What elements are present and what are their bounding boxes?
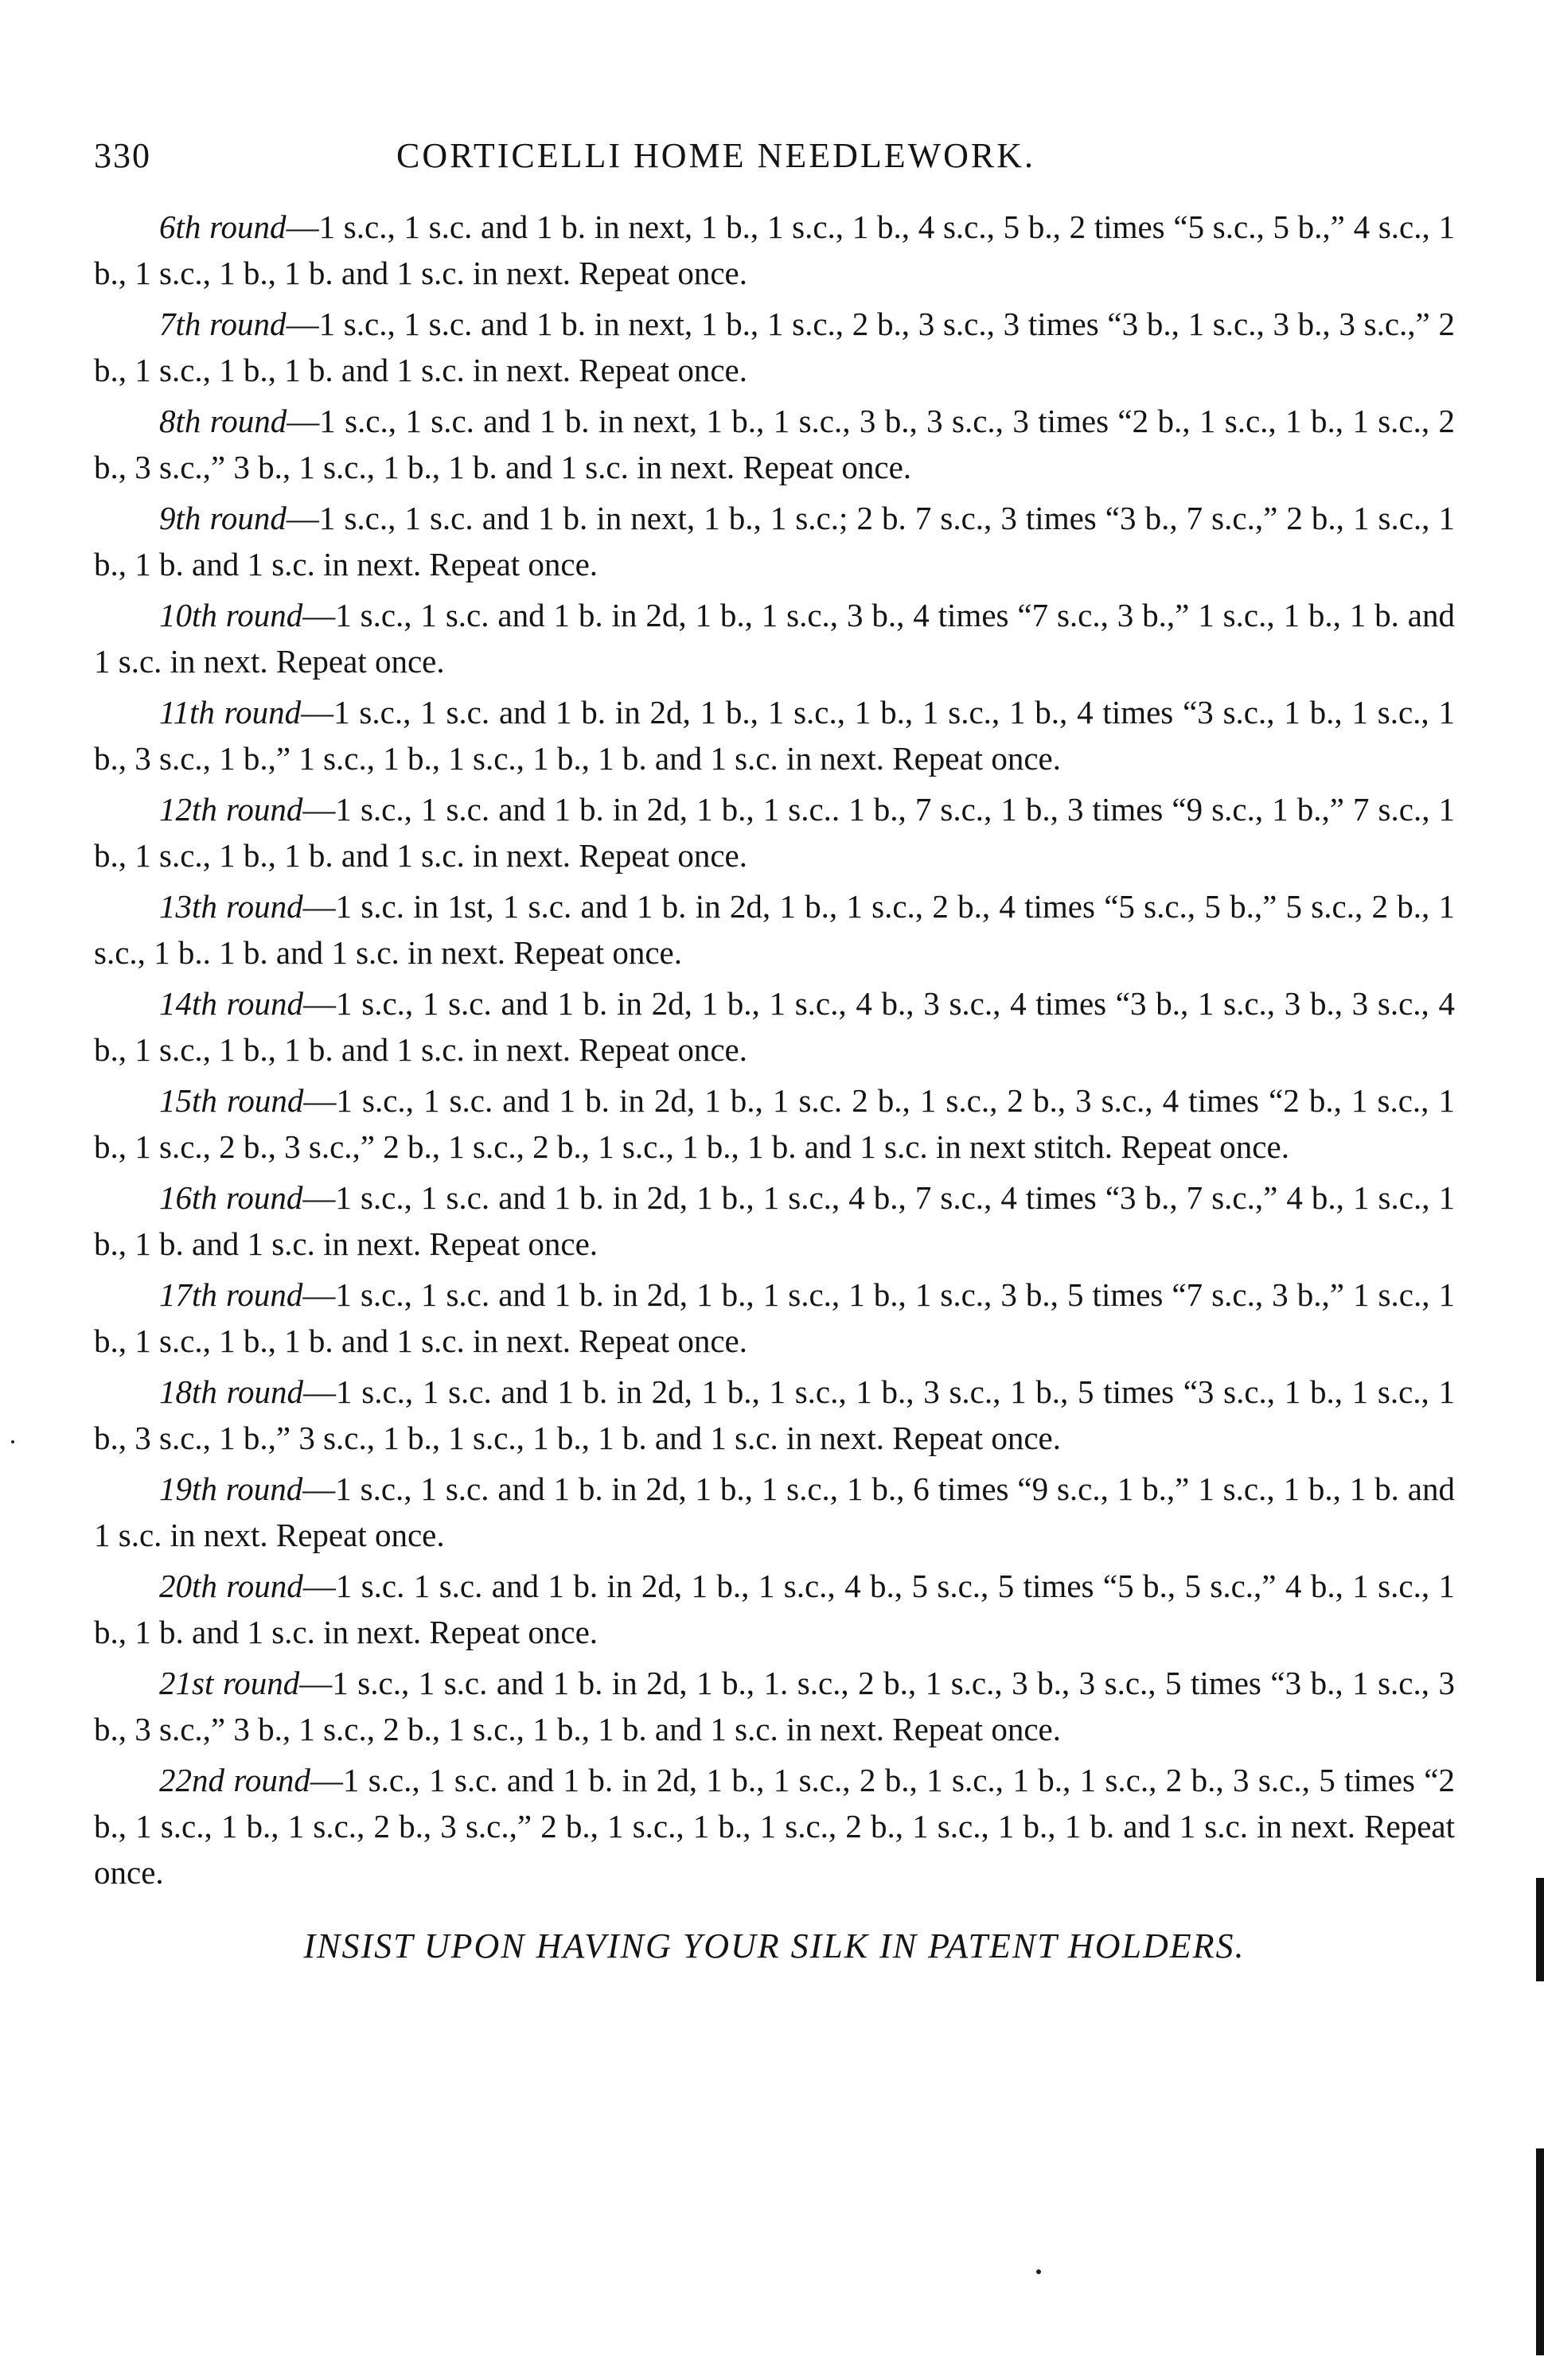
round-label: 12th round [159, 791, 303, 828]
round-label: 13th round [159, 888, 303, 925]
round-paragraph [94, 1466, 1455, 1558]
round-paragraph [94, 1272, 1455, 1364]
round-instructions: —1 s.c., 1 s.c. and 1 b. in 2d, 1 b., 1 s.c., 4 b., 7 s.c., 4 times “3 b., 7 s.c.,” 4 b., 1 s.c., 1 b., 1 b. and 1 s.c. in next. Repeat once. [94, 1179, 1455, 1262]
ink-speck [11, 1440, 14, 1443]
round-paragraph [94, 301, 1455, 393]
round-paragraph [94, 1757, 1455, 1895]
round-instructions: —1 s.c., 1 s.c. and 1 b. in 2d, 1 b., 1 s.c., 1 b., 1 s.c., 3 b., 5 times “7 s.c., 3 b.,” 1 s.c., 1 b., 1 s.c., 1 b., 1 b. and 1 s.c. in next. Repeat once. [94, 1276, 1455, 1359]
round-instructions: —1 s.c., 1 s.c. and 1 b. in 2d, 1 b., 1 s.c. 2 b., 1 s.c., 2 b., 3 s.c., 4 times “2 b., 1 s.c., 1 b., 1 s.c., 2 b., 3 s.c.,” 2 b., 1 s.c., 2 b., 1 s.c., 1 b., 1 b. and 1 s.c. in next stitch. Repeat once. [94, 1082, 1455, 1165]
round-paragraph [94, 1369, 1455, 1461]
round-paragraph [94, 980, 1455, 1073]
round-paragraph [94, 786, 1455, 878]
round-instructions: —1 s.c., 1 s.c. and 1 b. in next, 1 b., 1 s.c., 1 b., 4 s.c., 5 b., 2 times “5 s.c., 5 b.,” 4 s.c., 1 b., 1 s.c., 1 b., 1 b. and 1 s.c. in next. Repeat once. [94, 208, 1455, 291]
page-edge-mark [1536, 2148, 1544, 2355]
round-paragraph [94, 1563, 1455, 1655]
round-paragraph [94, 398, 1455, 490]
round-paragraph [94, 689, 1455, 781]
page-edge-mark [1536, 1878, 1544, 1981]
round-paragraph [94, 1174, 1455, 1267]
round-label: 11th round [159, 694, 302, 730]
ink-speck [1036, 2269, 1041, 2274]
round-label: 22nd round [159, 1762, 310, 1798]
round-instructions: —1 s.c., 1 s.c. and 1 b. in next, 1 b., 1 s.c.; 2 b. 7 s.c., 3 times “3 b., 7 s.c.,” 2 b., 1 s.c., 1 b., 1 b. and 1 s.c. in next. Repeat once. [94, 500, 1455, 582]
round-label: 18th round [159, 1373, 304, 1410]
round-label: 7th round [159, 306, 287, 342]
book-title: CORTICELLI HOME NEEDLEWORK. [396, 136, 1036, 175]
round-instructions: —1 s.c., 1 s.c. and 1 b. in 2d, 1 b., 1 s.c., 1 b., 1 s.c., 1 b., 4 times “3 s.c., 1 b., 1 s.c., 1 b., 3 s.c., 1 b.,” 1 s.c., 1 b., 1 s.c., 1 b., 1 b. and 1 s.c. in next. Repeat once. [94, 694, 1455, 777]
round-paragraph [94, 1660, 1455, 1752]
round-paragraph [94, 1077, 1455, 1170]
round-label: 9th round [159, 500, 287, 536]
round-label: 10th round [159, 597, 303, 633]
round-paragraph [94, 495, 1455, 587]
round-instructions: —1 s.c., 1 s.c. and 1 b. in next, 1 b., 1 s.c., 2 b., 3 s.c., 3 times “3 b., 1 s.c., 3 b., 3 s.c.,” 2 b., 1 s.c., 1 b., 1 b. and 1 s.c. in next. Repeat once. [94, 306, 1455, 388]
round-label: 20th round [159, 1568, 303, 1604]
round-instructions: —1 s.c., 1 s.c. and 1 b. in 2d, 1 b., 1 s.c., 1 b., 3 s.c., 1 b., 5 times “3 s.c., 1 b., 1 s.c., 1 b., 3 s.c., 1 b.,” 3 s.c., 1 b., 1 s.c., 1 b., 1 b. and 1 s.c. in next. Repeat once. [94, 1373, 1455, 1456]
footer-slogan: INSIST UPON HAVING YOUR SILK IN PATENT HOLDERS. [303, 1926, 1246, 1965]
round-label: 17th round [159, 1276, 303, 1313]
round-label: 14th round [159, 985, 304, 1022]
round-label: 21st round [159, 1665, 300, 1701]
round-label: 8th round [159, 403, 287, 439]
round-instructions: —1 s.c., 1 s.c. and 1 b. in 2d, 1 b., 1. s.c., 2 b., 1 s.c., 3 b., 3 s.c., 5 times “3 b., 1 s.c., 3 b., 3 s.c.,” 3 b., 1 s.c., 2 b., 1 s.c., 1 b., 1 b. and 1 s.c. in next. Repeat once. [94, 1665, 1455, 1747]
round-paragraph [94, 204, 1455, 296]
round-instructions: —1 s.c., 1 s.c. and 1 b. in next, 1 b., 1 s.c., 3 b., 3 s.c., 3 times “2 b., 1 s.c., 1 b., 1 s.c., 2 b., 3 s.c.,” 3 b., 1 s.c., 1 b., 1 b. and 1 s.c. in next. Repeat once. [94, 403, 1456, 485]
round-instructions: —1 s.c., 1 s.c. and 1 b. in 2d, 1 b., 1 s.c., 1 b., 6 times “9 s.c., 1 b.,” 1 s.c., 1 b., 1 b. and 1 s.c. in next. Repeat once. [94, 1470, 1456, 1553]
round-instructions: —1 s.c. in 1st, 1 s.c. and 1 b. in 2d, 1 b., 1 s.c., 2 b., 4 times “5 s.c., 5 b.,” 5 s.c., 2 b., 1 s.c., 1 b.. 1 b. and 1 s.c. in next. Repeat once. [94, 888, 1455, 971]
round-instructions: —1 s.c. 1 s.c. and 1 b. in 2d, 1 b., 1 s.c., 4 b., 5 s.c., 5 times “5 b., 5 s.c.,” 4 b., 1 s.c., 1 b., 1 b. and 1 s.c. in next. Repeat once. [94, 1568, 1456, 1650]
page-number: 330 [94, 136, 151, 175]
round-label: 15th round [159, 1082, 304, 1119]
round-paragraph [94, 883, 1455, 976]
instructions-list [94, 204, 1455, 1895]
round-label: 16th round [159, 1179, 303, 1216]
running-header [94, 135, 1455, 199]
round-instructions: —1 s.c., 1 s.c. and 1 b. in 2d, 1 b., 1 s.c.. 1 b., 7 s.c., 1 b., 3 times “9 s.c., 1 b.,” 7 s.c., 1 b., 1 s.c., 1 b., 1 b. and 1 s.c. in next. Repeat once. [94, 791, 1455, 874]
round-label: 6th round [159, 208, 287, 245]
document-page [94, 135, 1455, 1966]
round-instructions: —1 s.c., 1 s.c. and 1 b. in 2d, 1 b., 1 s.c., 2 b., 1 s.c., 1 b., 1 s.c., 2 b., 3 s.c., 5 times “2 b., 1 s.c., 1 b., 1 s.c., 2 b., 3 s.c.,” 2 b., 1 s.c., 1 b., 1 s.c., 2 b., 1 s.c., 1 b., 1 b. and 1 s.c. in next. Repeat once. [94, 1762, 1455, 1891]
round-instructions: —1 s.c., 1 s.c. and 1 b. in 2d, 1 b., 1 s.c., 3 b., 4 times “7 s.c., 3 b.,” 1 s.c., 1 b., 1 b. and 1 s.c. in next. Repeat once. [94, 597, 1456, 680]
round-paragraph [94, 592, 1455, 684]
round-instructions: —1 s.c., 1 s.c. and 1 b. in 2d, 1 b., 1 s.c., 4 b., 3 s.c., 4 times “3 b., 1 s.c., 3 b., 3 s.c., 4 b., 1 s.c., 1 b., 1 b. and 1 s.c. in next. Repeat once. [94, 985, 1455, 1068]
round-label: 19th round [159, 1470, 303, 1507]
